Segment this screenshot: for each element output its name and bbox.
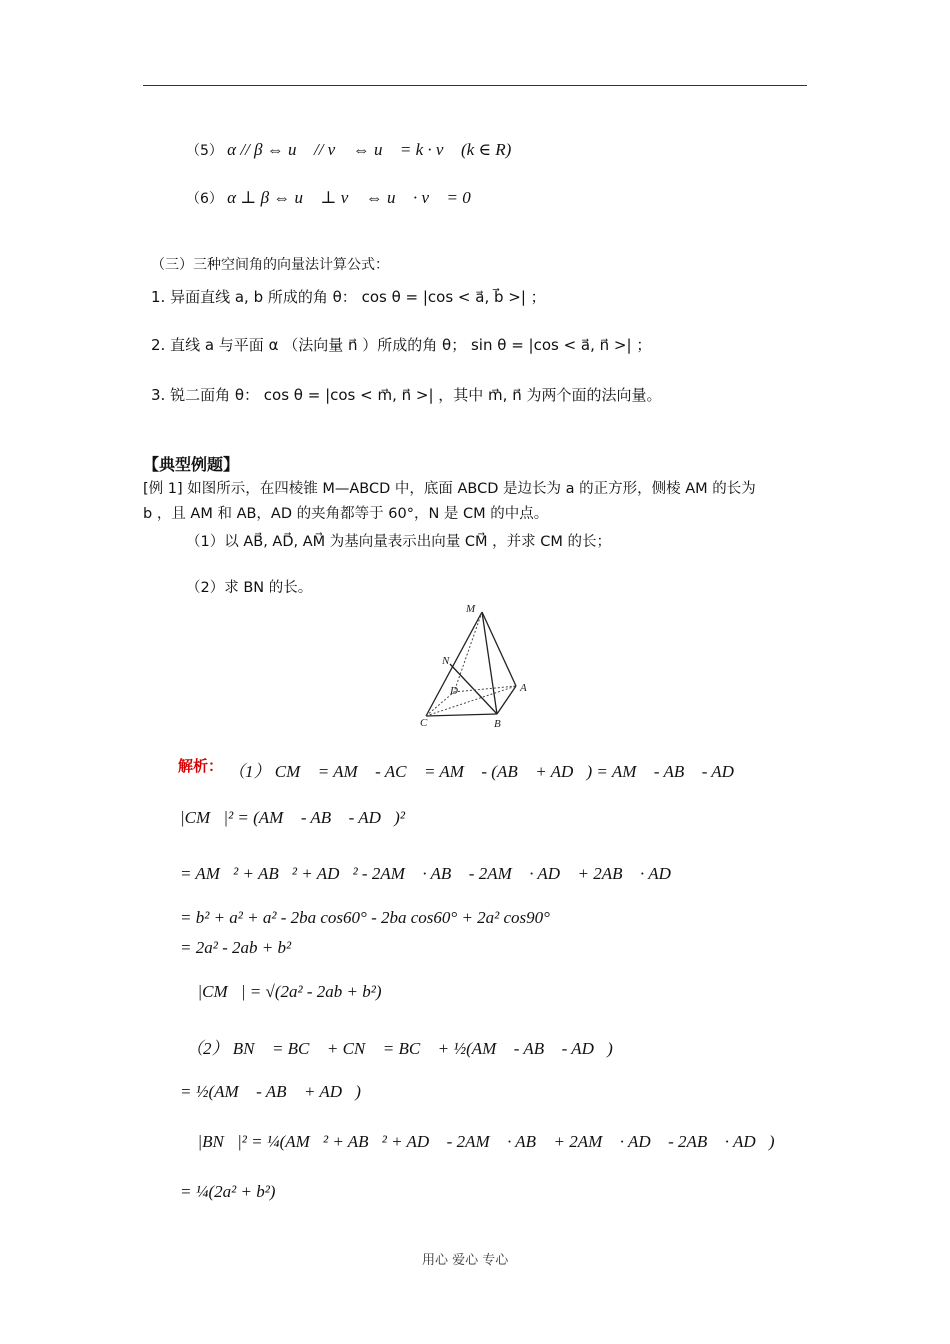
figure-label-C: C xyxy=(420,717,428,729)
page-footer: 用心 爱心 专心 xyxy=(422,1253,509,1268)
figure-label-B: B xyxy=(494,718,501,730)
formula-5: （5） α // β ⇔ u⃗ // v⃗ ⇔ u⃗ = k · v⃗ (k ∈ R) xyxy=(186,140,512,159)
header-rule xyxy=(143,85,807,86)
solution-line-7: （2） BN⃗ = BC⃗ + CN⃗ = BC⃗ + ½(AM⃗ - AB⃗ - AD⃗) xyxy=(186,1039,613,1058)
angle-formula-1: 1. 异面直线 a, b 所成的角 θ： cos θ = |cos < a⃗, b⃗ >| ； xyxy=(151,288,546,306)
solution-line-9: ∴ |BN⃗|² = ¼(AM⃗² + AB⃗² + AD⃗ - 2AM⃗ · AB⃗ + 2AM⃗ · AD⃗ - 2AB⃗ · AD⃗) xyxy=(180,1132,775,1151)
example1-text-line1: [例 1] 如图所示，在四棱锥 M—ABCD 中，底面 ABCD 是边长为 a 的正方形，侧棱 AM 的长为 xyxy=(143,481,756,497)
solution-line-1: （1） CM⃗ = AM⃗ - AC⃗ = AM⃗ - (AB⃗ + AD⃗) = AM⃗ - AB⃗ - AD⃗ xyxy=(228,762,748,781)
solution-line-10: = ¼(2a² + b²) xyxy=(180,1182,276,1201)
solution-line-2: |CM⃗|² = (AM⃗ - AB⃗ - AD⃗)² xyxy=(180,808,405,827)
angle-formula-3: 3. 锐二面角 θ： cos θ = |cos < m⃗, n⃗ >| ，其中 m⃗, n⃗ 为两个面的法向量。 xyxy=(151,386,662,404)
solution-label: 解析： xyxy=(178,757,224,775)
figure-label-N: N xyxy=(442,655,450,667)
section3-title: （三）三种空间角的向量法计算公式： xyxy=(151,257,389,273)
solution-line-8: = ½(AM⃗ - AB⃗ + AD⃗) xyxy=(180,1082,361,1101)
figure-label-M: M xyxy=(466,603,476,615)
solution-line-3: = AM⃗² + AB⃗² + AD⃗² - 2AM⃗ · AB⃗ - 2AM⃗ · AD⃗ + 2AB⃗ · AD⃗ xyxy=(180,864,685,883)
question-2: （2）求 BN 的长。 xyxy=(186,580,313,596)
question-1: （1）以 AB⃗, AD⃗, AM⃗ 为基向量表示出向量 CM⃗ ，并求 CM 的长； xyxy=(186,534,611,550)
example1-text-line2: b ，且 AM 和 AB，AD 的夹角都等于 60°，N 是 CM 的中点。 xyxy=(143,506,549,522)
formula-6: （6） α ⊥ β ⇔ u⃗ ⊥ v⃗ ⇔ u⃗ · v⃗ = 0 xyxy=(186,188,471,207)
figure-label-D: D xyxy=(450,685,458,697)
example-heading: 【典型例题】 xyxy=(143,455,240,474)
solution-line-4: = b² + a² + a² - 2ba cos60° - 2ba cos60° + 2a² cos90° xyxy=(180,908,550,927)
solution-line-5: = 2a² - 2ab + b² xyxy=(180,938,292,957)
pyramid-figure xyxy=(412,598,542,730)
solution-line-6: ∴ |CM⃗| = √(2a² - 2ab + b²) xyxy=(180,982,382,1001)
figure-label-A: A xyxy=(520,682,527,694)
angle-formula-2: 2. 直线 a 与平面 α （法向量 n⃗ ）所成的角 θ； sin θ = |cos < a⃗, n⃗ >| ； xyxy=(151,336,652,354)
